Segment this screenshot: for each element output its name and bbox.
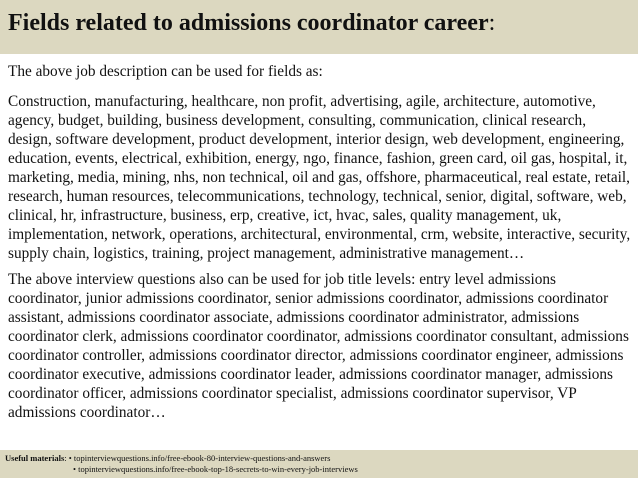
job-levels-paragraph: The above interview questions also can be used for job title levels: entry level admissions coordinator, junior admissions coordinator, senior admissions coordinator, admissions coordinator assistant, admissions coordinator associate, admissions coordinator administrator, admissions coordinator clerk, admissions coordinator coordinator, admissions coordinator consultant, admissions coordinator controller, admissions coordinator director, admissions coordinator engineer, admissions coordinator executive, admissions coordinator leader, admissions coordinator manager, admissions coordinator officer, admissions coordinator specialist, admissions coordinator supervisor, VP admissions coordinator…	[8, 271, 629, 421]
slide-body	[8, 62, 632, 422]
footer-link-2[interactable]: • topinterviewquestions.info/free-ebook-top-18-secrets-to-win-every-job-interviews	[73, 464, 358, 474]
footer-row-1	[5, 453, 330, 463]
slide-title-colon: :	[488, 10, 496, 36]
slide-title	[8, 10, 495, 37]
footer-row-2	[73, 464, 358, 474]
title-bar	[0, 0, 638, 54]
intro-text: The above job description can be used for fields as:	[8, 63, 323, 80]
fields-paragraph: Construction, manufacturing, healthcare, non profit, advertising, agile, architecture, automotive, agency, budget, building, business development, consulting, communication, clinical research, design, software development, product development, interior design, web development, engineering, education, events, electrical, exhibition, energy, ngo, finance, fashion, green card, oil gas, hospital, it, marketing, media, mining, nhs, non technical, oil and gas, offshore, pharmaceutical, real estate, retail, research, human resources, telecommunications, technology, technical, senior, digital, software, web, clinical, hr, infrastructure, business, erp, creative, ict, hvac, sales, quality management, uk, implementation, network, operations, architectural, environmental, crm, website, interactive, security, supply chain, logistics, training, project management, administrative management…	[8, 93, 631, 262]
footer-link-1[interactable]: • topinterviewquestions.info/free-ebook-80-interview-questions-and-answers	[68, 453, 331, 463]
footer-bar	[0, 450, 638, 478]
footer-separator: :	[64, 453, 69, 463]
useful-materials-label: Useful materials	[5, 453, 65, 463]
slide-title-text: Fields related to admissions coordinator career	[8, 10, 489, 36]
